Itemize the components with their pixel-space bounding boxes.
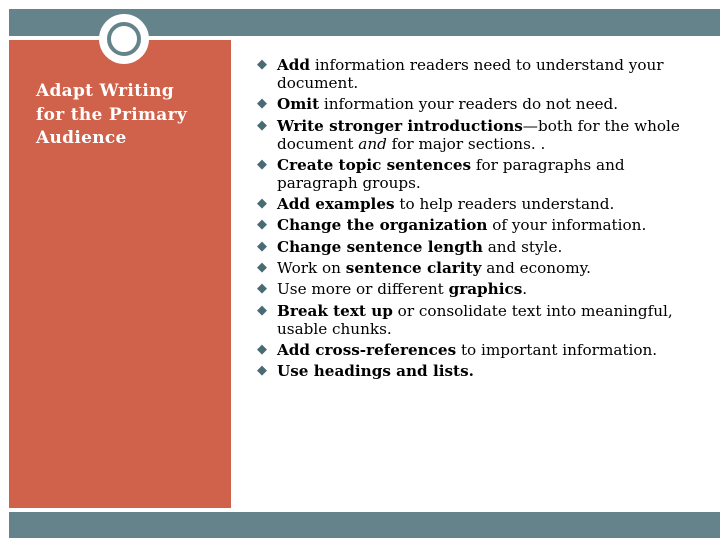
bullet-item [256,238,696,256]
bullet-item [256,259,696,277]
bullet-text: and style. [482,237,563,256]
slide-title-line: Audience [36,128,127,148]
diamond-bullet-icon: ◆ [257,96,267,112]
bullet-keyword: Use headings and lists. [277,362,474,381]
bullet-keyword: graphics [448,280,523,299]
bullet-keyword: sentence clarity [345,259,482,278]
bullet-keyword: Create topic sentences [277,155,472,174]
bullet-text: of your information. [487,216,647,235]
bullet-keyword: Change sentence length [277,237,483,256]
bullet-text: to important information. [456,340,658,359]
slide-title-line: for the Primary [36,104,188,125]
diamond-bullet-icon: ◆ [257,302,267,318]
bullet-item [256,195,696,213]
bullet-text: to help readers understand. [394,195,615,214]
diamond-bullet-icon: ◆ [257,217,267,233]
bottom-band [9,512,720,538]
bullet-text: or consolidate text into meaningful, usable chunks. [277,301,673,338]
bullet-text: for major sections. . [386,134,546,153]
bullet-item [256,362,696,380]
bullet-keyword: Add [277,56,311,74]
bullet-keyword: Add examples [277,195,395,214]
diamond-bullet-icon: ◆ [257,156,267,172]
slide-title [36,80,216,151]
bullet-keyword: Break text up [277,301,393,320]
bullet-keyword: Add cross-references [277,340,457,359]
bullet-item [256,117,696,153]
bullet-text: information your readers do not need. [319,95,619,114]
slide-title-line: Adapt Writing [36,81,174,101]
circle-icon [107,22,141,56]
bullet-item [256,341,696,359]
diamond-bullet-icon: ◆ [257,238,267,254]
bullet-list [256,56,696,384]
bullet-text: information readers need to understand your document. [277,56,664,92]
bullet-text: and [358,134,387,153]
bullet-keyword: Write stronger introductions [277,116,523,135]
bullet-item [256,156,696,192]
bullet-item [256,95,696,113]
bullet-text: and economy. [481,259,591,278]
bullet-keyword: Omit [277,95,320,114]
bullet-text: . [522,280,528,299]
bullet-text: for paragraphs and paragraph groups. [277,155,625,192]
bullet-item [256,56,696,92]
diamond-bullet-icon: ◆ [257,363,267,379]
bullet-text: —both for the whole document [277,116,680,153]
diamond-bullet-icon: ◆ [257,260,267,276]
diamond-bullet-icon: ◆ [257,57,267,72]
bullet-text: Work on [277,259,346,278]
bullet-item [256,280,696,298]
bullet-text: Use more or different [277,280,449,299]
diamond-bullet-icon: ◆ [257,281,267,297]
diamond-bullet-icon: ◆ [257,341,267,357]
bullet-item [256,216,696,234]
diamond-bullet-icon: ◆ [257,117,267,133]
bullet-item [256,302,696,338]
diamond-bullet-icon: ◆ [257,196,267,212]
bullet-keyword: Change the organization [277,216,488,235]
